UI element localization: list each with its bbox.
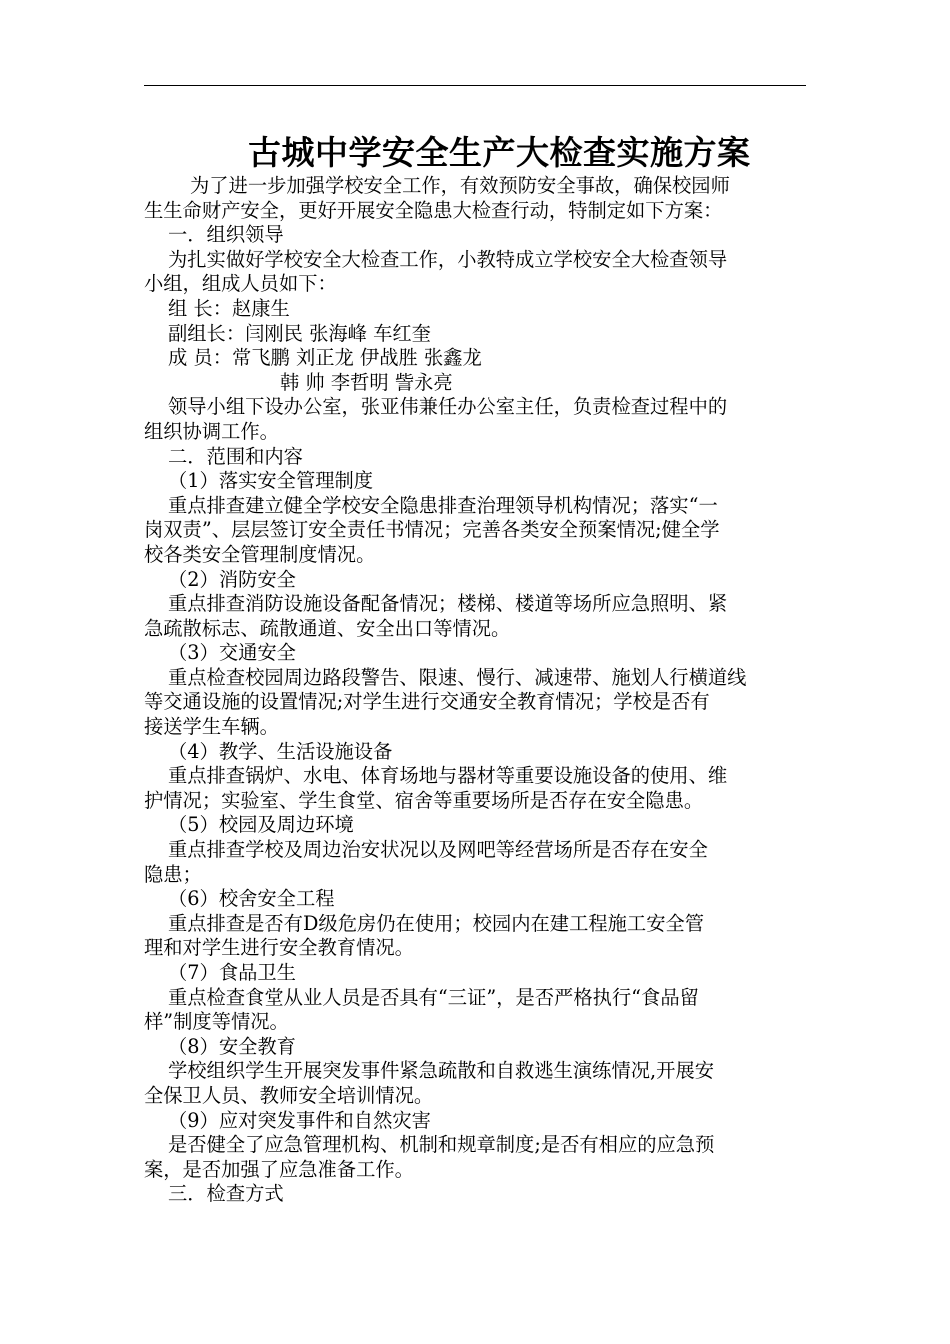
text-line: 一．组织领导 [168,223,284,247]
text-line: 重点排查是否有D级危房仍在使用；校园内在建工程施工安全管 [168,911,705,935]
text-line: 急疏散标志、疏散通道、安全出口等情况。 [144,616,511,640]
text-line: 等交通设施的设置情况;对学生进行交通安全教育情况；学校是否有 [144,690,710,714]
text-line: 成 员：常飞鹏 刘正龙 伊战胜 张鑫龙 [168,346,482,370]
text-line: 领导小组下设办公室，张亚伟兼任办公室主任，负责检查过程中的 [168,395,728,419]
text-line: （6）校舍安全工程 [168,887,335,911]
text-line: 理和对学生进行安全教育情况。 [144,936,414,960]
text-line: （1）落实安全管理制度 [168,469,374,493]
text-line: 案，是否加强了应急准备工作。 [144,1157,414,1181]
text-line: 护情况；实验室、学生食堂、宿舍等重要场所是否存在安全隐患。 [144,788,704,812]
text-line: （3）交通安全 [168,641,296,665]
text-line: 副组长：闫刚民 张海峰 车红奎 [168,321,431,345]
text-line: 是否健全了应急管理机构、机制和规章制度;是否有相应的应急预 [168,1133,715,1157]
text-line: 为了进一步加强学校安全工作，有效预防安全事故，确保校园师 [190,174,730,197]
text-line: （8）安全教育 [168,1034,296,1058]
text-line: 重点排查锅炉、水电、体育场地与器材等重要设施设备的使用、维 [168,764,728,788]
text-line: 岗双责”、层层签订安全责任书情况；完善各类安全预案情况;健全学 [144,518,720,542]
text-line: 小组，组成人员如下： [144,272,337,296]
text-line: 学校组织学生开展突发事件紧急疏散和自救逃生演练情况,开展安 [168,1059,715,1083]
text-line: 三．检查方式 [168,1182,284,1206]
document-body [144,174,810,1207]
text-line: 隐患； [144,862,202,886]
text-line: 生生命财产安全，更好开展安全隐患大检查行动，特制定如下方案： [144,198,723,222]
header-rule [144,85,806,86]
text-line: 组织协调工作。 [144,419,279,443]
text-line: 重点排查学校及周边治安状况以及网吧等经营场所是否存在安全 [168,838,708,862]
text-line: 韩 帅 李哲明 訾永亮 [280,370,453,394]
text-line: （5）校园及周边环境 [168,813,354,837]
text-line: 为扎实做好学校安全大检查工作，小教特成立学校安全大检查领导 [168,247,728,271]
text-line: 重点检查食堂从业人员是否具有“三证”，是否严格执行“食品留 [168,985,699,1009]
text-line: （9）应对突发事件和自然灾害 [168,1108,431,1132]
text-line: 重点检查校园周边路段警告、限速、慢行、减速带、施划人行横道线 [168,665,747,689]
text-line: 校各类安全管理制度情况。 [144,542,376,566]
text-line: 接送学生车辆。 [144,715,279,739]
text-line: （4）教学、生活设施设备 [168,739,393,763]
text-line: 重点排查消防设施设备配备情况；楼梯、楼道等场所应急照明、紧 [168,592,728,616]
text-line: 重点排查建立健全学校安全隐患排查治理领导机构情况；落实“一 [168,493,718,517]
text-line: 组 长：赵康生 [168,296,290,320]
text-line: 二．范围和内容 [168,444,303,468]
document-title: 古城中学安全生产大检查实施方案 [248,133,751,172]
text-line: （7）食品卫生 [168,961,296,984]
text-line: 全保卫人员、教师安全培训情况。 [144,1083,434,1107]
text-line: 样”制度等情况。 [144,1010,289,1034]
text-line: （2）消防安全 [168,567,296,591]
